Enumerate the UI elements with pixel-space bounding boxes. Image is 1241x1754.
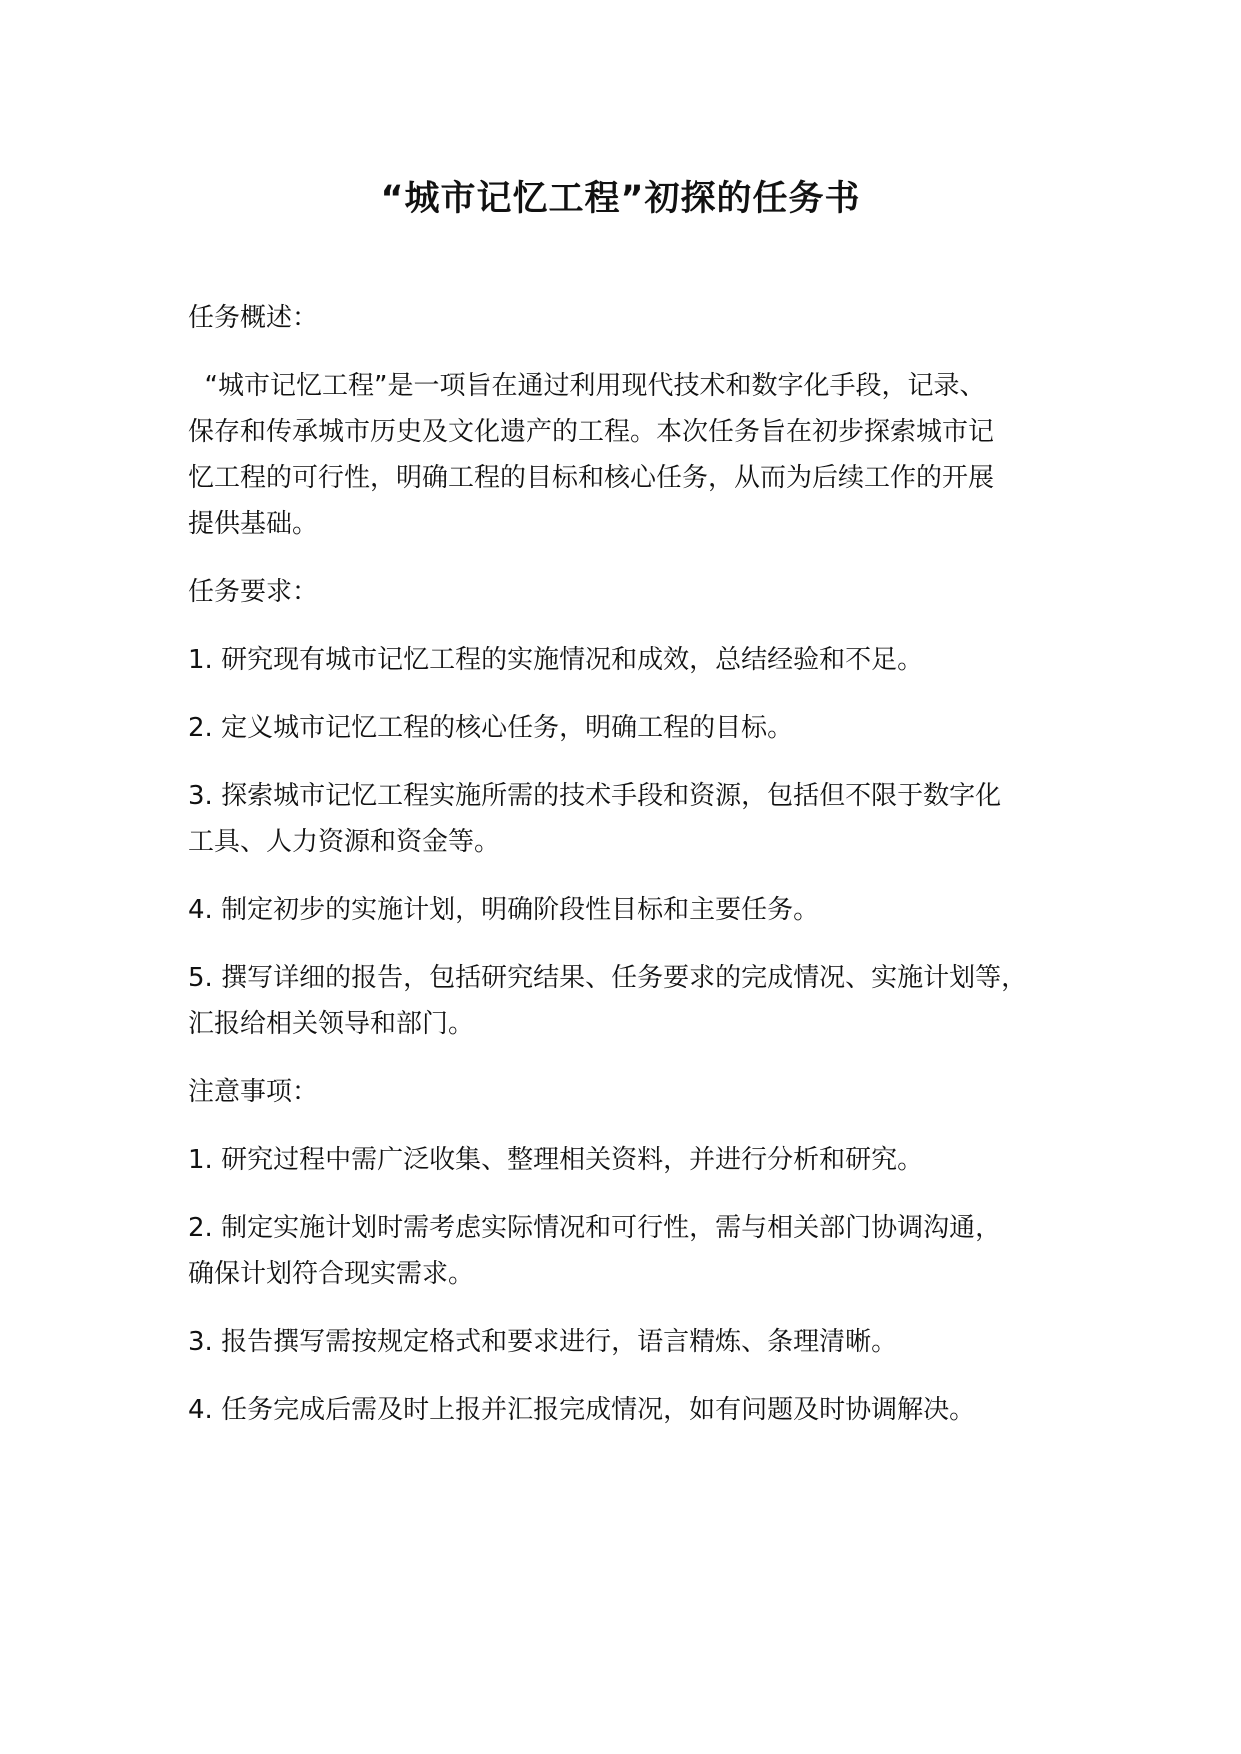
note-item bbox=[188, 1387, 1088, 1433]
requirement-item bbox=[188, 887, 1088, 933]
note-item bbox=[188, 1205, 1088, 1297]
requirement-item bbox=[188, 705, 1088, 751]
overview-line: “城市记忆工程”是一项旨在通过利用现代技术和数字化手段，记录、 bbox=[188, 371, 986, 401]
overview-line: 保存和传承城市历史及文化遗产的工程。本次任务旨在初步探索城市记 bbox=[188, 417, 995, 447]
overview-heading: 任务概述： bbox=[188, 303, 319, 333]
note-line: 确保计划符合现实需求。 bbox=[188, 1259, 475, 1289]
requirement-line: 5. 撰写详细的报告，包括研究结果、任务要求的完成情况、实施计划等， bbox=[188, 963, 1028, 993]
document-title: “城市记忆工程”初探的任务书 bbox=[380, 179, 861, 219]
requirements-heading: 任务要求： bbox=[188, 577, 319, 607]
requirement-item bbox=[188, 637, 1088, 683]
note-line: 2. 制定实施计划时需考虑实际情况和可行性，需与相关部门协调沟通， bbox=[188, 1213, 1002, 1243]
requirement-line: 汇报给相关领导和部门。 bbox=[188, 1009, 475, 1039]
notes-heading: 注意事项： bbox=[188, 1077, 319, 1107]
requirement-line: 4. 制定初步的实施计划，明确阶段性目标和主要任务。 bbox=[188, 895, 820, 925]
requirement-item bbox=[188, 955, 1088, 1047]
overview-line: 提供基础。 bbox=[188, 509, 319, 539]
requirement-line: 1. 研究现有城市记忆工程的实施情况和成效，总结经验和不足。 bbox=[188, 645, 924, 675]
requirement-line: 工具、人力资源和资金等。 bbox=[188, 827, 501, 857]
note-line: 1. 研究过程中需广泛收集、整理相关资料，并进行分析和研究。 bbox=[188, 1145, 924, 1175]
note-item bbox=[188, 1137, 1088, 1183]
document-body bbox=[188, 295, 1088, 1433]
requirement-line: 3. 探索城市记忆工程实施所需的技术手段和资源，包括但不限于数字化 bbox=[188, 781, 1002, 811]
requirement-item bbox=[188, 773, 1088, 865]
overview-paragraph bbox=[188, 363, 1088, 547]
note-item bbox=[188, 1319, 1088, 1365]
requirement-line: 2. 定义城市记忆工程的核心任务，明确工程的目标。 bbox=[188, 713, 794, 743]
overview-line: 忆工程的可行性，明确工程的目标和核心任务，从而为后续工作的开展 bbox=[188, 463, 995, 493]
note-line: 4. 任务完成后需及时上报并汇报完成情况，如有问题及时协调解决。 bbox=[188, 1395, 976, 1425]
note-line: 3. 报告撰写需按规定格式和要求进行，语言精炼、条理清晰。 bbox=[188, 1327, 898, 1357]
